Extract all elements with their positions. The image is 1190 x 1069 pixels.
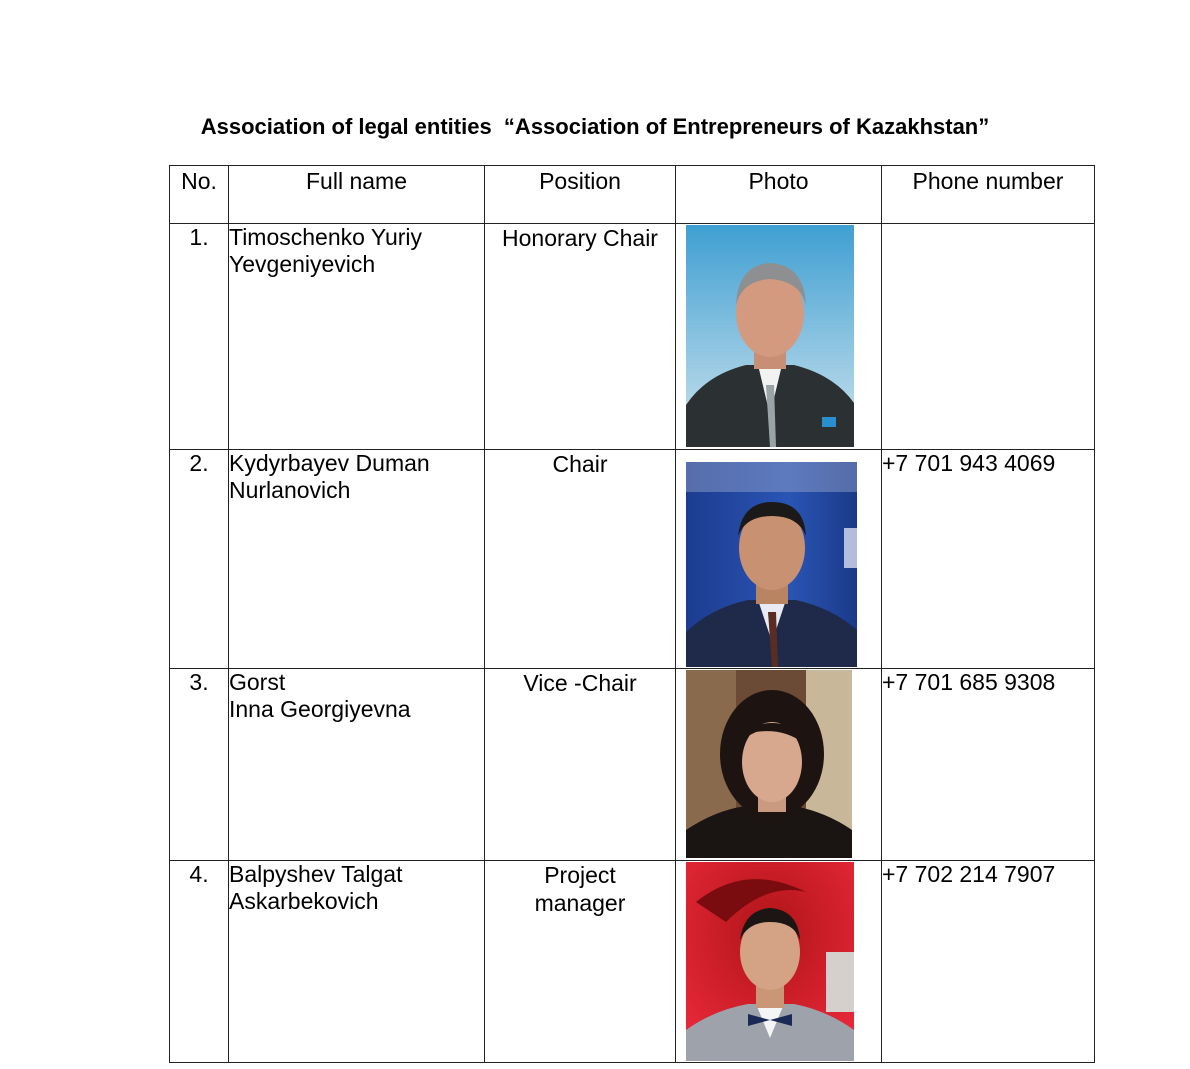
portrait-photo-woman xyxy=(686,670,852,858)
full-name-cell xyxy=(229,669,485,861)
phone-cell xyxy=(882,224,1095,450)
position-cell xyxy=(485,669,676,861)
full-name-cell xyxy=(229,861,485,1063)
full-name-cell xyxy=(229,450,485,669)
photo-cell xyxy=(676,450,882,669)
position-line: Chair xyxy=(552,451,608,477)
position-line: Vice -Chair xyxy=(523,670,637,696)
photo-cell xyxy=(676,669,882,861)
name-line: Kydyrbayev Duman xyxy=(229,450,430,476)
name-line: Balpyshev Talgat xyxy=(229,861,403,887)
header-position: Position xyxy=(485,166,676,224)
table-header-row xyxy=(170,166,1095,224)
document-title: Association of legal entities “Association of Entrepreneurs of Kazakhstan” xyxy=(200,114,990,139)
photo-cell xyxy=(676,861,882,1063)
header-no: No. xyxy=(170,166,229,224)
portrait-photo-man-red-background xyxy=(686,862,854,1061)
phone-cell: +7 702 214 7907 xyxy=(882,861,1095,1063)
name-line: Nurlanovich xyxy=(229,477,351,503)
table-row xyxy=(170,224,1095,450)
position-line: manager xyxy=(534,890,626,916)
header-full-name: Full name xyxy=(229,166,485,224)
name-line: Gorst xyxy=(229,669,286,695)
table-row xyxy=(170,450,1095,669)
table-row xyxy=(170,669,1095,861)
name-line: Askarbekovich xyxy=(229,888,379,914)
name-line: Inna Georgiyevna xyxy=(229,696,411,722)
photo-cell xyxy=(676,224,882,450)
row-number: 2. xyxy=(170,450,229,669)
position-cell xyxy=(485,224,676,450)
position-line: Honorary Chair xyxy=(502,225,658,251)
portrait-photo-man-suit xyxy=(686,225,854,447)
full-name-cell xyxy=(229,224,485,450)
name-line: Yevgeniyevich xyxy=(229,251,376,277)
row-number: 3. xyxy=(170,669,229,861)
position-line: Project xyxy=(544,862,616,888)
row-number: 1. xyxy=(170,224,229,450)
table-row xyxy=(170,861,1095,1063)
name-line: Timoschenko Yuriy xyxy=(229,224,423,250)
position-cell xyxy=(485,861,676,1063)
phone-cell: +7 701 685 9308 xyxy=(882,669,1095,861)
position-cell xyxy=(485,450,676,669)
phone-cell: +7 701 943 4069 xyxy=(882,450,1095,669)
portrait-photo-man-blue-background xyxy=(686,462,857,667)
header-photo: Photo xyxy=(676,166,882,224)
header-phone-number: Phone number xyxy=(882,166,1095,224)
row-number: 4. xyxy=(170,861,229,1063)
members-table xyxy=(169,165,1095,1063)
